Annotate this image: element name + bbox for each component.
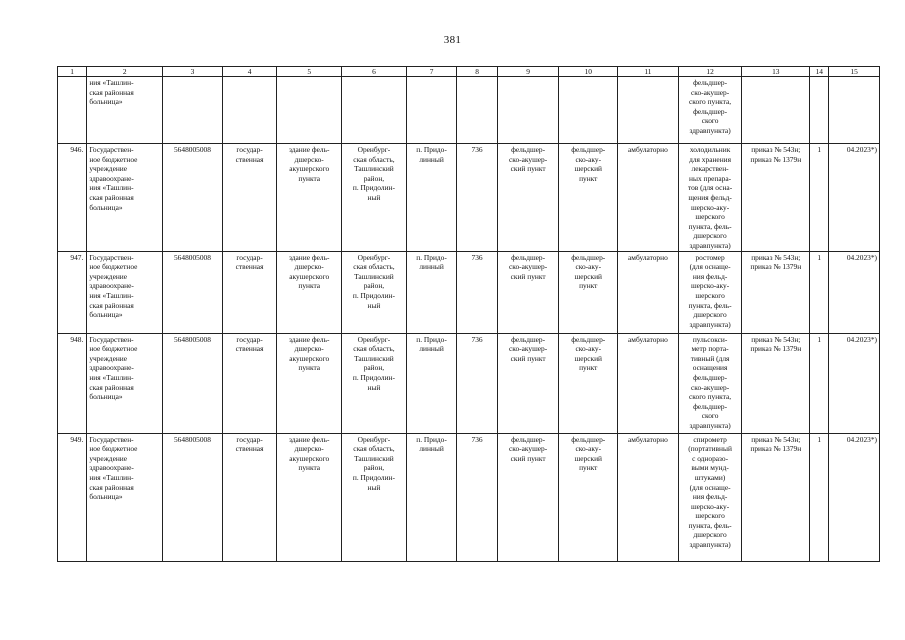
column-number-2: 2	[87, 67, 163, 77]
table-row	[58, 77, 880, 144]
table-row	[58, 433, 880, 561]
table-cell-col-equipment: спирометр (портативный с одноразо- выми мунд- штуками) (для оснаще- ния фельд- шерско-аку- шерского пункта, фель- дшерского здравпункта)	[678, 433, 742, 561]
column-number-12: 12	[678, 67, 742, 77]
table-cell-col-care-form: амбулаторно	[618, 333, 679, 433]
table-cell-col-date: 04.2023*)	[829, 251, 880, 333]
table-cell-col-date: 04.2023*)	[829, 433, 880, 561]
table-cell-col-care-form: амбулаторно	[618, 144, 679, 252]
table-cell-col-care-form: амбулаторно	[618, 251, 679, 333]
table-cell-col-address: Оренбург- ская область, Ташлинский район, п. Придолин- ный	[342, 433, 407, 561]
table-cell-col-standard: приказ № 543н; приказ № 1379н	[742, 251, 810, 333]
table-cell-col-institution: Государствен- ное бюджетное учреждение здравоохране- ния «Ташлин- ская районная больница»	[87, 333, 163, 433]
table-cell-col-number: 946.	[58, 144, 87, 252]
table-cell-col-address: Оренбург- ская область, Ташлинский район, п. Придолин- ный	[342, 144, 407, 252]
table-cell-col-quantity: 1	[810, 251, 829, 333]
table-cell-col-settlement: п. Придо- линный	[406, 333, 457, 433]
table-cell-col-code: 736	[457, 251, 497, 333]
column-number-6: 6	[342, 67, 407, 77]
column-number-4: 4	[222, 67, 277, 77]
table-cell-col-equipment: пульсокси- метр порта- тивный (для оснащения фельдшер- ско-акушер- ского пункта, фельдшер- ского здравпункта)	[678, 333, 742, 433]
table-cell-col-unit	[559, 77, 618, 144]
table-cell-col-standard	[742, 77, 810, 144]
table-cell-col-code: 736	[457, 333, 497, 433]
column-number-1: 1	[58, 67, 87, 77]
table-cell-col-unit-type: фельдшер- ско-акушер- ский пункт	[497, 251, 559, 333]
table-cell-col-building	[277, 77, 342, 144]
table-cell-col-settlement: п. Придо- линный	[406, 144, 457, 252]
table-cell-col-unit: фельдшер- ско-аку- шерский пункт	[559, 251, 618, 333]
table-cell-col-ownership: государ- ственная	[222, 433, 277, 561]
table-cell-col-ownership	[222, 77, 277, 144]
table-cell-col-code	[457, 77, 497, 144]
column-number-13: 13	[742, 67, 810, 77]
table-cell-col-date	[829, 77, 880, 144]
column-number-14: 14	[810, 67, 829, 77]
table-cell-col-number: 949.	[58, 433, 87, 561]
table-cell-col-address	[342, 77, 407, 144]
table-cell-col-inn: 5648005008	[163, 333, 223, 433]
table-cell-col-settlement: п. Придо- линный	[406, 251, 457, 333]
table-cell-col-settlement: п. Придо- линный	[406, 433, 457, 561]
table-cell-col-standard: приказ № 543н; приказ № 1379н	[742, 433, 810, 561]
table-cell-col-institution: ния «Ташлин- ская районная больница»	[87, 77, 163, 144]
table-cell-col-date: 04.2023*)	[829, 333, 880, 433]
table-cell-col-equipment: фельдшер- ско-акушер- ского пункта, фельдшер- ского здравпункта)	[678, 77, 742, 144]
column-number-15: 15	[829, 67, 880, 77]
table-cell-col-quantity: 1	[810, 144, 829, 252]
page-number: 381	[443, 34, 462, 46]
table-cell-col-unit-type: фельдшер- ско-акушер- ский пункт	[497, 333, 559, 433]
table-cell-col-inn: 5648005008	[163, 144, 223, 252]
column-number-5: 5	[277, 67, 342, 77]
table-cell-col-quantity: 1	[810, 433, 829, 561]
table-cell-col-standard: приказ № 543н; приказ № 1379н	[742, 144, 810, 252]
table-cell-col-standard: приказ № 543н; приказ № 1379н	[742, 333, 810, 433]
table-cell-col-building: здание фель- дшерско- акушерского пункта	[277, 433, 342, 561]
table-cell-col-equipment: холодильник для хранения лекарствен- ных препара- тов (для осна- щения фельд- шерско-аку- шерского пункта, фель- дшерского здравпункта)	[678, 144, 742, 252]
table-cell-col-inn: 5648005008	[163, 251, 223, 333]
column-number-11: 11	[618, 67, 679, 77]
table-cell-col-number: 947.	[58, 251, 87, 333]
table-cell-col-inn	[163, 77, 223, 144]
table-cell-col-quantity: 1	[810, 333, 829, 433]
table-cell-col-institution: Государствен- ное бюджетное учреждение здравоохране- ния «Ташлин- ская районная больница»	[87, 251, 163, 333]
column-number-10: 10	[559, 67, 618, 77]
table-cell-col-number: 948.	[58, 333, 87, 433]
table-cell-col-settlement	[406, 77, 457, 144]
table-cell-col-code: 736	[457, 144, 497, 252]
table-cell-col-building: здание фель- дшерско- акушерского пункта	[277, 333, 342, 433]
table-cell-col-unit: фельдшер- ско-аку- шерский пункт	[559, 433, 618, 561]
table-cell-col-code: 736	[457, 433, 497, 561]
table-cell-col-institution: Государствен- ное бюджетное учреждение здравоохране- ния «Ташлин- ская районная больница»	[87, 433, 163, 561]
table-cell-col-inn: 5648005008	[163, 433, 223, 561]
table-cell-col-quantity	[810, 77, 829, 144]
table-cell-col-care-form: амбулаторно	[618, 433, 679, 561]
table-cell-col-ownership: государ- ственная	[222, 333, 277, 433]
column-number-row	[58, 67, 880, 77]
table-cell-col-unit-type	[497, 77, 559, 144]
data-table	[57, 66, 880, 562]
column-number-7: 7	[406, 67, 457, 77]
column-number-8: 8	[457, 67, 497, 77]
table-cell-col-ownership: государ- ственная	[222, 251, 277, 333]
column-number-9: 9	[497, 67, 559, 77]
table-cell-col-date: 04.2023*)	[829, 144, 880, 252]
table-cell-col-building: здание фель- дшерско- акушерского пункта	[277, 251, 342, 333]
table-row	[58, 144, 880, 252]
table-cell-col-care-form	[618, 77, 679, 144]
table-cell-col-institution: Государствен- ное бюджетное учреждение здравоохране- ния «Ташлин- ская районная больница»	[87, 144, 163, 252]
table-cell-col-building: здание фель- дшерско- акушерского пункта	[277, 144, 342, 252]
table-cell-col-address: Оренбург- ская область, Ташлинский район, п. Придолин- ный	[342, 333, 407, 433]
table-cell-col-address: Оренбург- ская область, Ташлинский район, п. Придолин- ный	[342, 251, 407, 333]
table-row	[58, 333, 880, 433]
column-number-3: 3	[163, 67, 223, 77]
table-cell-col-unit-type: фельдшер- ско-акушер- ский пункт	[497, 433, 559, 561]
table-cell-col-number	[58, 77, 87, 144]
table-cell-col-unit-type: фельдшер- ско-акушер- ский пункт	[497, 144, 559, 252]
table-cell-col-unit: фельдшер- ско-аку- шерский пункт	[559, 333, 618, 433]
table-row	[58, 251, 880, 333]
table-cell-col-equipment: ростомер (для оснаще- ния фельд- шерско-аку- шерского пункта, фель- дшерского здравпункта)	[678, 251, 742, 333]
table-cell-col-unit: фельдшер- ско-аку- шерский пункт	[559, 144, 618, 252]
table-cell-col-ownership: государ- ственная	[222, 144, 277, 252]
